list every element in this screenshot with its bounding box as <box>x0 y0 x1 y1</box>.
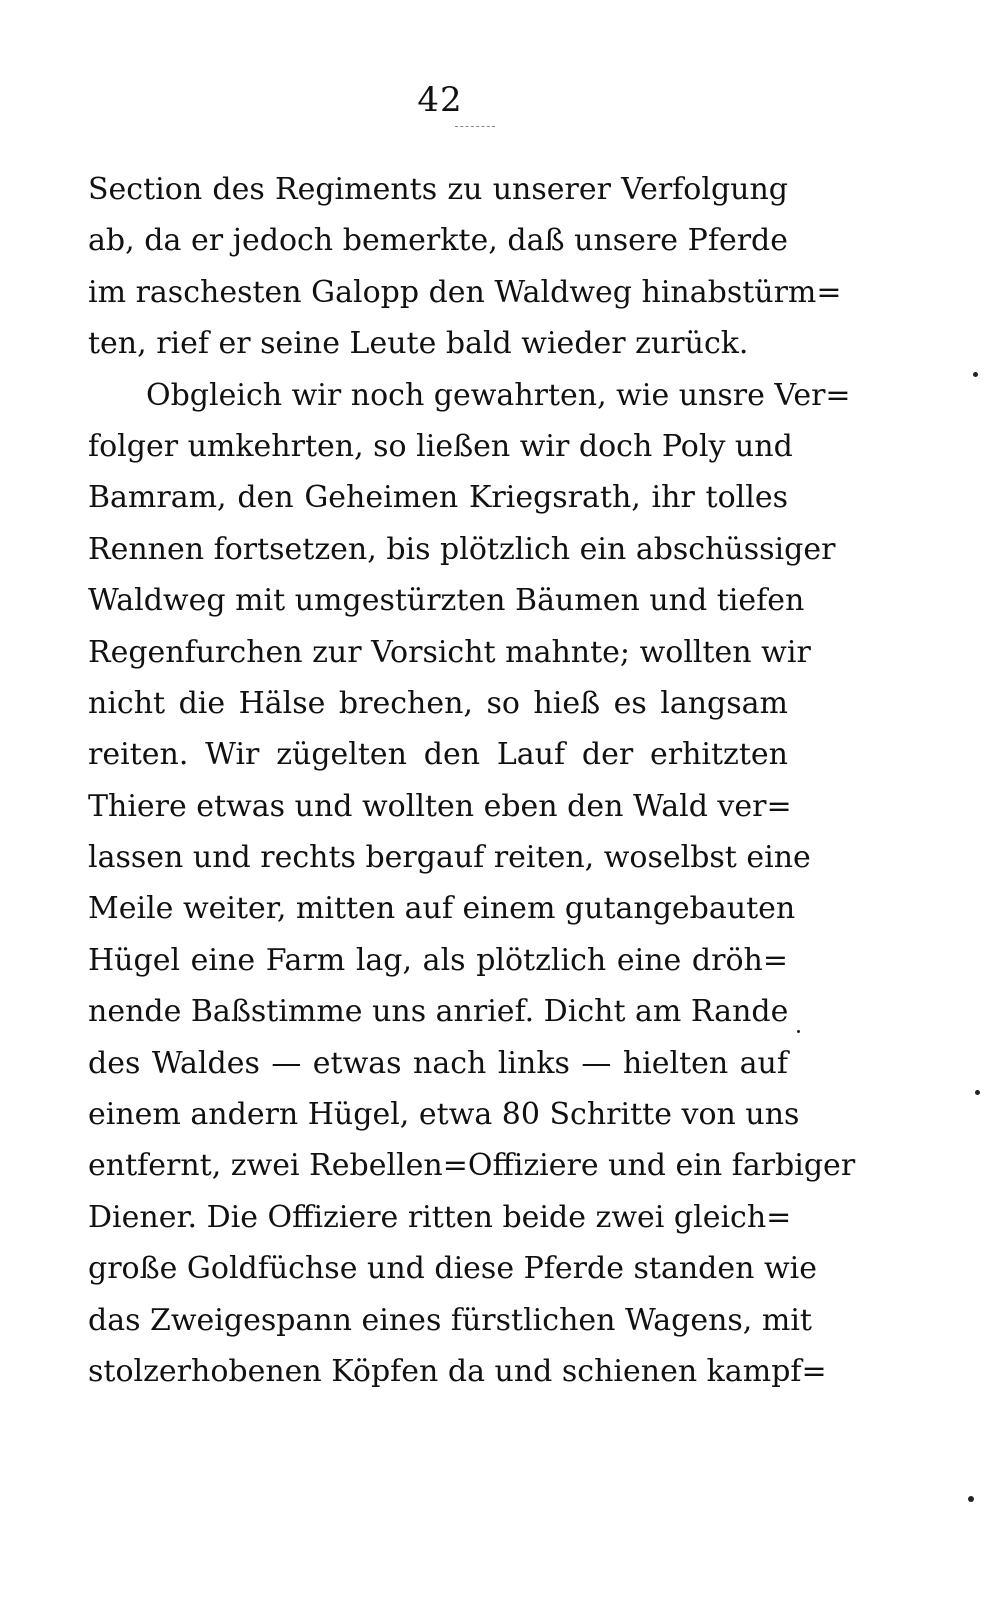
text-line: Bamram, den Geheimen Kriegsrath, ihr tolles <box>88 480 788 516</box>
text-line: ab, da er jedoch bemerkte, daß unsere Pferde <box>88 223 788 259</box>
text-line: Meile weiter, mitten auf einem gutangebauten <box>88 891 796 927</box>
text-line: Hügel eine Farm lag, als plötzlich eine dröh= <box>88 942 788 978</box>
text-line: große Goldfüchse und diese Pferde standen wie <box>88 1251 817 1287</box>
scan-speck <box>973 372 978 377</box>
body-text <box>88 164 856 1397</box>
text-line: Diener. Die Offiziere ritten beide zwei gleich= <box>88 1199 792 1235</box>
page-number: 42 <box>417 80 463 120</box>
paragraph <box>88 370 856 1398</box>
scan-speck <box>968 1496 974 1502</box>
text-line: Obgleich wir noch gewahrten, wie unsre Ver= <box>146 377 851 413</box>
text-line: im raschesten Galopp den Waldweg hinabstürm= <box>88 274 842 310</box>
text-line: Rennen fortsetzen, bis plötzlich ein abschüssiger <box>88 531 836 567</box>
text-line: einem andern Hügel, etwa 80 Schritte von uns <box>88 1097 800 1133</box>
text-line: nicht die Hälse brechen, so hieß es langsam <box>88 685 788 721</box>
text-line: folger umkehrten, so ließen wir doch Poly und <box>88 428 793 464</box>
text-line: reiten. Wir zügelten den Lauf der erhitzten <box>88 737 788 773</box>
text-line: nende Baßstimme uns anrief. Dicht am Rande <box>88 994 789 1030</box>
text-line: des Waldes — etwas nach links — hielten auf <box>88 1045 788 1081</box>
scan-speck <box>975 1090 980 1095</box>
text-line: das Zweigespann eines fürstlichen Wagens, mit <box>88 1302 812 1338</box>
text-line: Waldweg mit umgestürzten Bäumen und tiefen <box>88 583 805 619</box>
scan-speck <box>797 1030 800 1033</box>
page-number-rule <box>455 126 495 128</box>
text-line: Section des Regiments zu unserer Verfolgung <box>88 172 788 207</box>
text-line: stolzerhobenen Köpfen da und schienen kampf= <box>88 1353 827 1389</box>
text-line: Thiere etwas und wollten eben den Wald ver= <box>88 788 792 824</box>
text-line: ten, rief er seine Leute bald wieder zurück. <box>88 326 749 362</box>
text-line: Regenfurchen zur Vorsicht mahnte; wollten wir <box>88 634 811 670</box>
text-line: entfernt, zwei Rebellen=Offiziere und ein farbiger <box>88 1148 856 1184</box>
text-line: lassen und rechts bergauf reiten, woselbst eine <box>88 840 811 876</box>
paragraph <box>88 164 842 370</box>
